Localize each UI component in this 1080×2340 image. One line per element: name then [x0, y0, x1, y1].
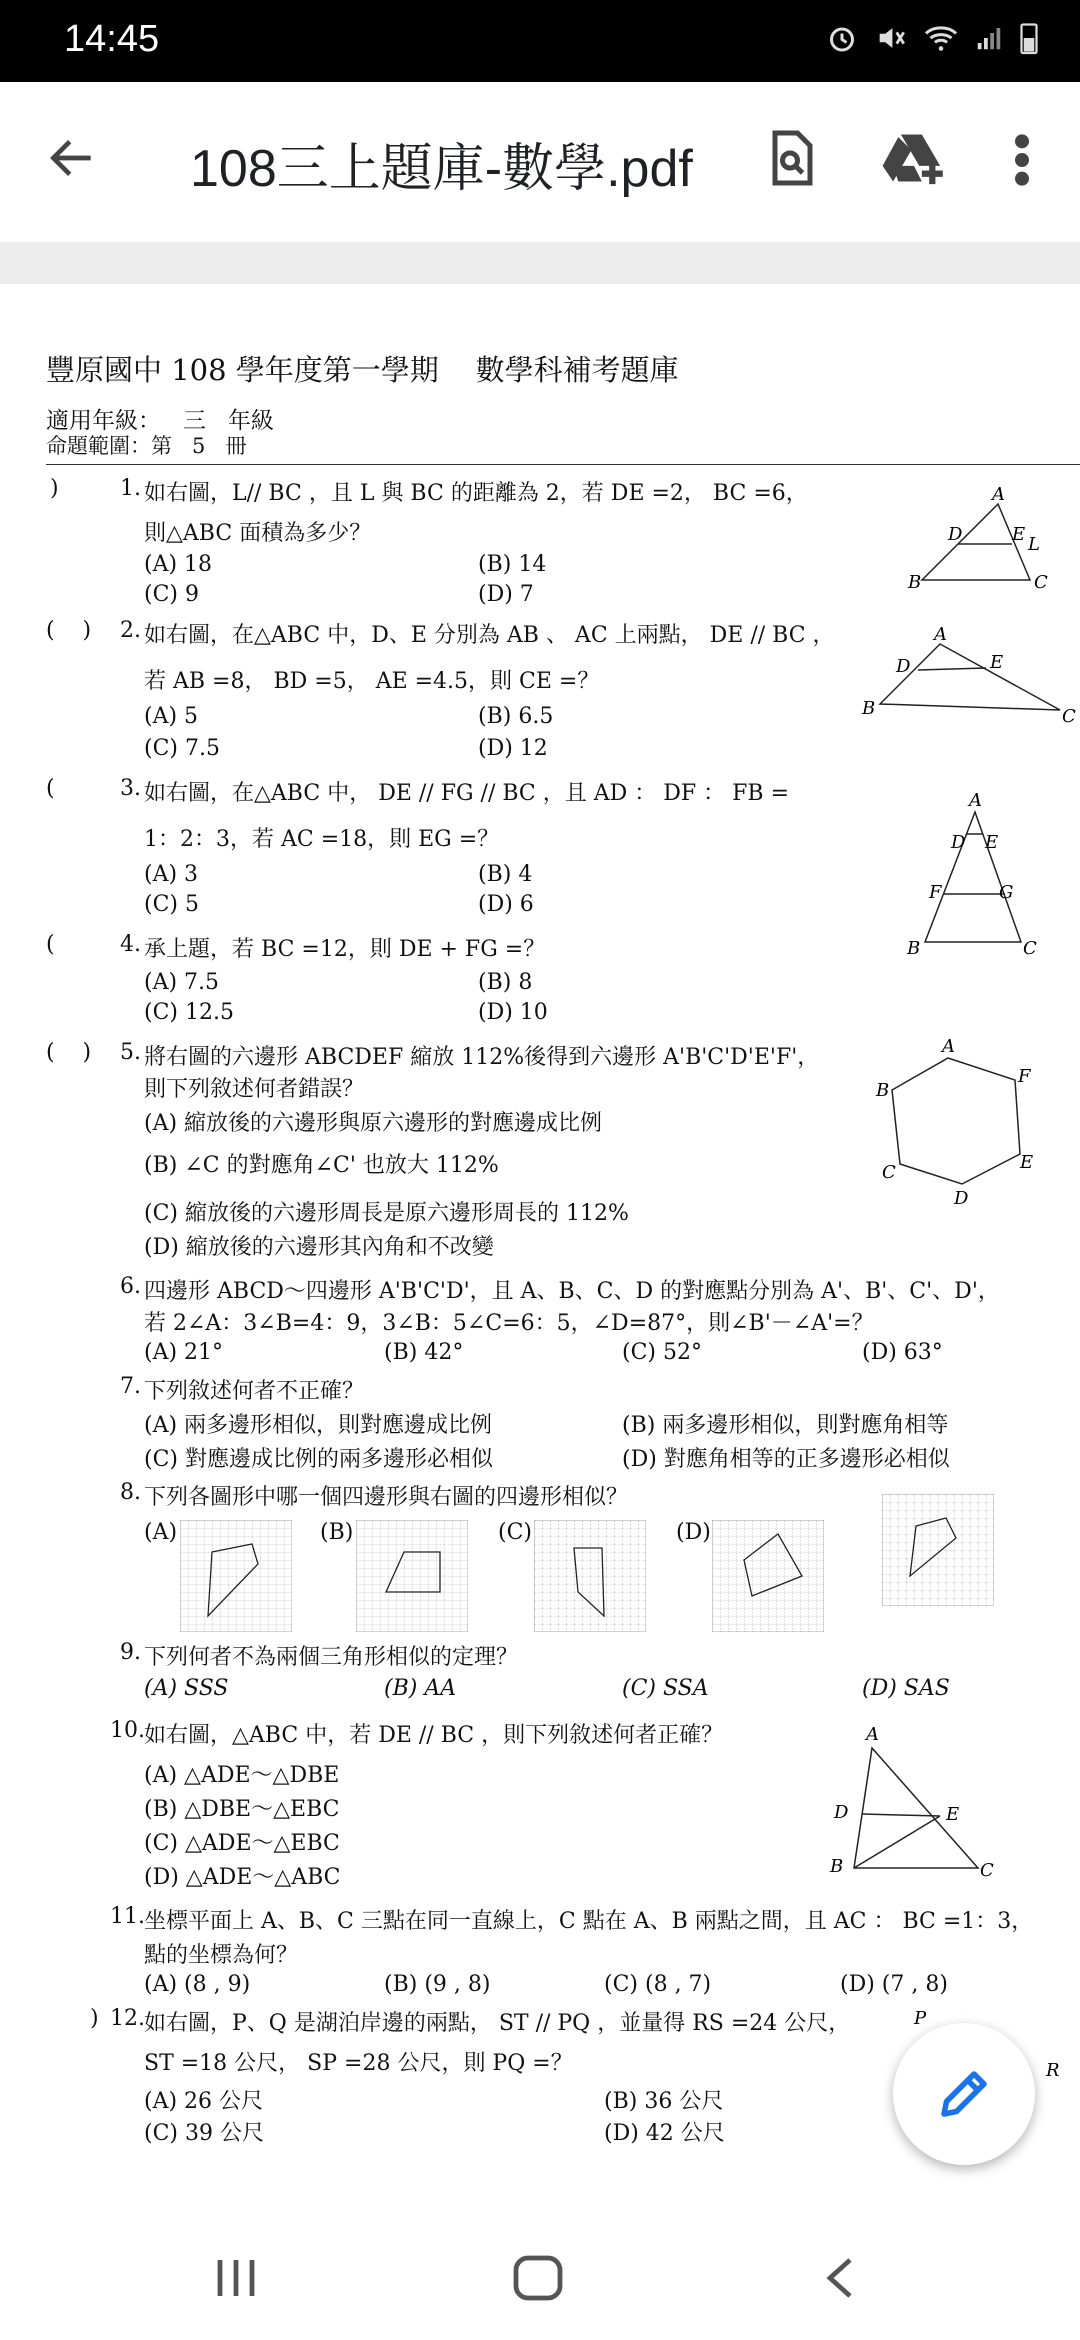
svg-text:D: D [954, 1188, 969, 1206]
answer-paren: ) [50, 476, 59, 501]
q4-opt-c: (C) 12.5 [144, 1000, 234, 1025]
q9-opt-b: (B) AA [384, 1676, 457, 1701]
q9-opt-a: (A) SSS [144, 1676, 229, 1701]
q1-opt-b: (B) 14 [478, 552, 547, 577]
q11-opt-d: (D) (7 , 8) [840, 1972, 948, 1997]
svg-text:E: E [1012, 524, 1026, 545]
svg-text:C: C [1023, 938, 1037, 959]
more-options-icon[interactable] [1010, 132, 1034, 188]
q12-opt-a: (A) 26 公尺 [144, 2089, 264, 2114]
svg-text:C: C [1062, 706, 1076, 727]
q8-grid-d [712, 1520, 824, 1632]
q9-line1: 下列何者不為兩個三角形相似的定理？ [144, 1645, 519, 1670]
q8-opt-c: (C) [498, 1520, 532, 1545]
svg-text:G: G [999, 882, 1014, 903]
exam-title: 豐原國中 108 學年度第一學期 數學科補考題庫 [46, 353, 679, 387]
q6-number: 6. [120, 1274, 141, 1299]
q1-opt-c: (C) 9 [144, 582, 199, 607]
q6-line2: 若 2∠A：3∠B=4：9，3∠B：5∠C=6：5，∠D=87°，則∠B'－∠A'=？ [144, 1311, 874, 1336]
range-line: 命題範圍：第 5 冊 [46, 434, 247, 458]
q11-opt-b: (B) (9 , 8) [384, 1972, 491, 1997]
q2-opt-c: (C) 7.5 [144, 736, 220, 761]
q1-opt-d: (D) 7 [478, 582, 534, 607]
svg-text:A: A [934, 624, 947, 645]
q6-line1: 四邊形 ABCD～四邊形 A'B'C'D'，且 A、B、C、D 的對應點分別為 A'、B'、C'、D'， [144, 1279, 1000, 1304]
home-icon[interactable] [512, 2254, 564, 2302]
q3-line2: 1：2：3，若 AC =18，則 EG =？ [144, 827, 500, 852]
q10-opt-d: (D) △ADE～△ABC [144, 1865, 341, 1890]
q5-number: 5. [120, 1040, 141, 1065]
svg-text:F: F [1018, 1066, 1031, 1087]
q10-opt-b: (B) △DBE～△EBC [144, 1797, 340, 1822]
q8-number: 8. [120, 1480, 141, 1505]
q2-line1: 如右圖，在△ABC 中，D、E 分別為 AB 、 AC 上兩點， DE // BC ， [144, 623, 835, 648]
answer-paren: ) [90, 2006, 99, 2031]
q5-opt-a: (A) 縮放後的六邊形與原六邊形的對應邊成比例 [144, 1111, 603, 1136]
q3-opt-a: (A) 3 [144, 862, 199, 887]
svg-text:E: E [1020, 1152, 1034, 1173]
recent-apps-icon[interactable] [212, 2256, 260, 2300]
svg-text:A: A [992, 484, 1005, 505]
svg-text:A: A [942, 1036, 955, 1057]
q5-opt-b: (B) ∠C 的對應角∠C' 也放大 112% [144, 1153, 499, 1178]
q5-line1: 將右圖的六邊形 ABCDEF 縮放 112%後得到六邊形 A'B'C'D'E'F'， [144, 1045, 820, 1070]
svg-text:B: B [876, 1080, 890, 1101]
app-bar [0, 82, 1080, 242]
answer-paren: ( [46, 932, 55, 957]
q8-opt-b: (B) [320, 1520, 354, 1545]
add-to-drive-icon[interactable] [880, 126, 948, 190]
q6-opt-b: (B) 42° [384, 1340, 464, 1365]
q8-line1: 下列各圖形中哪一個四邊形與右圖的四邊形相似？ [144, 1485, 629, 1510]
q10-number: 10. [110, 1718, 145, 1743]
q2-line2: 若 AB =8， BD =5， AE =4.5，則 CE =？ [144, 669, 600, 694]
q5-line2: 則下列敘述何者錯誤？ [144, 1077, 365, 1102]
q10-line1: 如右圖，△ABC 中，若 DE // BC ，則下列敘述何者正確？ [144, 1723, 724, 1748]
svg-text:P: P [914, 2008, 927, 2029]
q9-number: 9. [120, 1640, 141, 1665]
back-arrow-icon[interactable] [44, 130, 100, 186]
q11-line1: 坐標平面上 A、B、C 三點在同一直線上，C 點在 A、B 兩點之間，且 AC ： BC =1：3， [144, 1909, 1034, 1934]
q3-opt-d: (D) 6 [478, 892, 534, 917]
q8-opt-d: (D) [676, 1520, 711, 1545]
q12-opt-d: (D) 42 公尺 [604, 2121, 725, 2146]
q5-opt-d: (D) 縮放後的六邊形其內角和不改變 [144, 1235, 494, 1260]
q7-opt-d: (D) 對應角相等的正多邊形必相似 [622, 1447, 950, 1472]
q12-opt-c: (C) 39 公尺 [144, 2121, 264, 2146]
battery-icon [1018, 20, 1040, 56]
q3-figure [895, 784, 1055, 964]
system-nav-bar [0, 2214, 1080, 2340]
q8-opt-a: (A) [144, 1520, 178, 1545]
q1-line1: 如右圖，L// BC ，且 L 與 BC 的距離為 2，若 DE =2， BC =6， [144, 481, 808, 506]
q7-opt-b: (B) 兩多邊形相似，則對應角相等 [622, 1413, 949, 1438]
svg-text:C: C [1034, 572, 1048, 593]
svg-text:E: E [946, 1804, 960, 1825]
q4-opt-b: (B) 8 [478, 970, 533, 995]
svg-text:C: C [882, 1162, 896, 1183]
q11-opt-c: (C) (8 , 7) [604, 1972, 712, 1997]
svg-text:D: D [896, 656, 911, 677]
q12-opt-b: (B) 36 公尺 [604, 2089, 724, 2114]
q1-line2: 則△ABC 面積為多少？ [144, 521, 372, 546]
q6-opt-d: (D) 63° [862, 1340, 943, 1365]
q3-line1: 如右圖，在△ABC 中， DE // FG // BC ，且 AD ： DF ： FB = [144, 781, 790, 806]
answer-paren: ( [46, 776, 55, 801]
q12-number: 12. [110, 2006, 145, 2031]
q4-opt-d: (D) 10 [478, 1000, 548, 1025]
back-nav-icon[interactable] [822, 2256, 862, 2300]
q11-line2: 點的坐標為何？ [144, 1943, 299, 1968]
document-title: 108三上題庫-數學.pdf [190, 140, 693, 198]
svg-text:R: R [1046, 2060, 1060, 2081]
mute-icon [874, 20, 908, 56]
q8-grid-a [180, 1520, 292, 1632]
svg-text:D: D [951, 832, 966, 853]
status-icons [824, 20, 1040, 56]
svg-text:F: F [929, 882, 942, 903]
svg-text:E: E [985, 832, 999, 853]
q8-grid-b [356, 1520, 468, 1632]
q5-hexagon-figure [870, 1036, 1050, 1206]
page-gap [0, 242, 1080, 284]
q7-line1: 下列敘述何者不正確？ [144, 1379, 365, 1404]
svg-text:D: D [948, 524, 963, 545]
q12-line1: 如右圖，P、Q 是湖泊岸邊的兩點， ST // PQ ，並量得 RS =24 公尺， [144, 2011, 851, 2036]
q1-opt-a: (A) 18 [144, 552, 213, 577]
q6-opt-a: (A) 21° [144, 1340, 224, 1365]
q1-number: 1. [120, 476, 141, 501]
q7-opt-c: (C) 對應邊成比例的兩多邊形必相似 [144, 1447, 493, 1472]
alarm-icon [824, 20, 860, 56]
q4-opt-a: (A) 7.5 [144, 970, 220, 995]
header-divider [46, 464, 1080, 465]
q7-number: 7. [120, 1374, 141, 1399]
q12-line2: ST =18 公尺， SP =28 公尺，則 PQ =？ [144, 2051, 573, 2076]
status-time: 14:45 [64, 18, 160, 60]
q3-opt-b: (B) 4 [478, 862, 533, 887]
svg-text:L: L [1028, 534, 1040, 555]
svg-text:B: B [862, 698, 876, 719]
search-in-document-icon[interactable] [760, 126, 820, 190]
q4-number: 4. [120, 932, 141, 957]
pencil-icon [934, 2064, 994, 2124]
q3-opt-c: (C) 5 [144, 892, 199, 917]
q5-opt-c: (C) 縮放後的六邊形周長是原六邊形周長的 112% [144, 1201, 629, 1226]
answer-paren: ( ) [46, 1040, 92, 1065]
status-bar [0, 0, 1080, 82]
svg-text:A: A [866, 1724, 879, 1745]
svg-text:B: B [830, 1856, 844, 1877]
svg-text:C: C [980, 1860, 994, 1881]
svg-text:A: A [969, 790, 982, 811]
q1-figure [900, 484, 1060, 594]
q2-figure [860, 624, 1080, 734]
q8-reference-grid [882, 1494, 994, 1606]
q2-opt-a: (A) 5 [144, 704, 199, 729]
q2-opt-b: (B) 6.5 [478, 704, 554, 729]
signal-icon [974, 20, 1004, 56]
answer-paren: ( ) [46, 618, 92, 643]
svg-text:B: B [907, 938, 921, 959]
q9-opt-d: (D) SAS [862, 1676, 950, 1701]
q9-opt-c: (C) SSA [622, 1676, 709, 1701]
q10-opt-c: (C) △ADE～△EBC [144, 1831, 340, 1856]
q10-figure [820, 1724, 1010, 1884]
grade-line: 適用年級： 三 年級 [46, 408, 274, 434]
q3-number: 3. [120, 776, 141, 801]
q4-line1: 承上題，若 BC =12，則 DE + FG =？ [144, 937, 546, 962]
q6-opt-c: (C) 52° [622, 1340, 702, 1365]
q11-number: 11. [110, 1904, 145, 1929]
svg-text:D: D [834, 1802, 849, 1823]
wifi-icon [922, 20, 960, 56]
pdf-page[interactable] [0, 284, 1080, 2214]
svg-text:E: E [990, 652, 1004, 673]
q2-number: 2. [120, 618, 141, 643]
q7-opt-a: (A) 兩多邊形相似，則對應邊成比例 [144, 1413, 493, 1438]
q8-grid-c [534, 1520, 646, 1632]
edit-fab-button[interactable] [893, 2023, 1035, 2165]
q11-opt-a: (A) (8 , 9) [144, 1972, 251, 1997]
q2-opt-d: (D) 12 [478, 736, 548, 761]
svg-text:B: B [908, 572, 922, 593]
q10-opt-a: (A) △ADE～△DBE [144, 1763, 340, 1788]
